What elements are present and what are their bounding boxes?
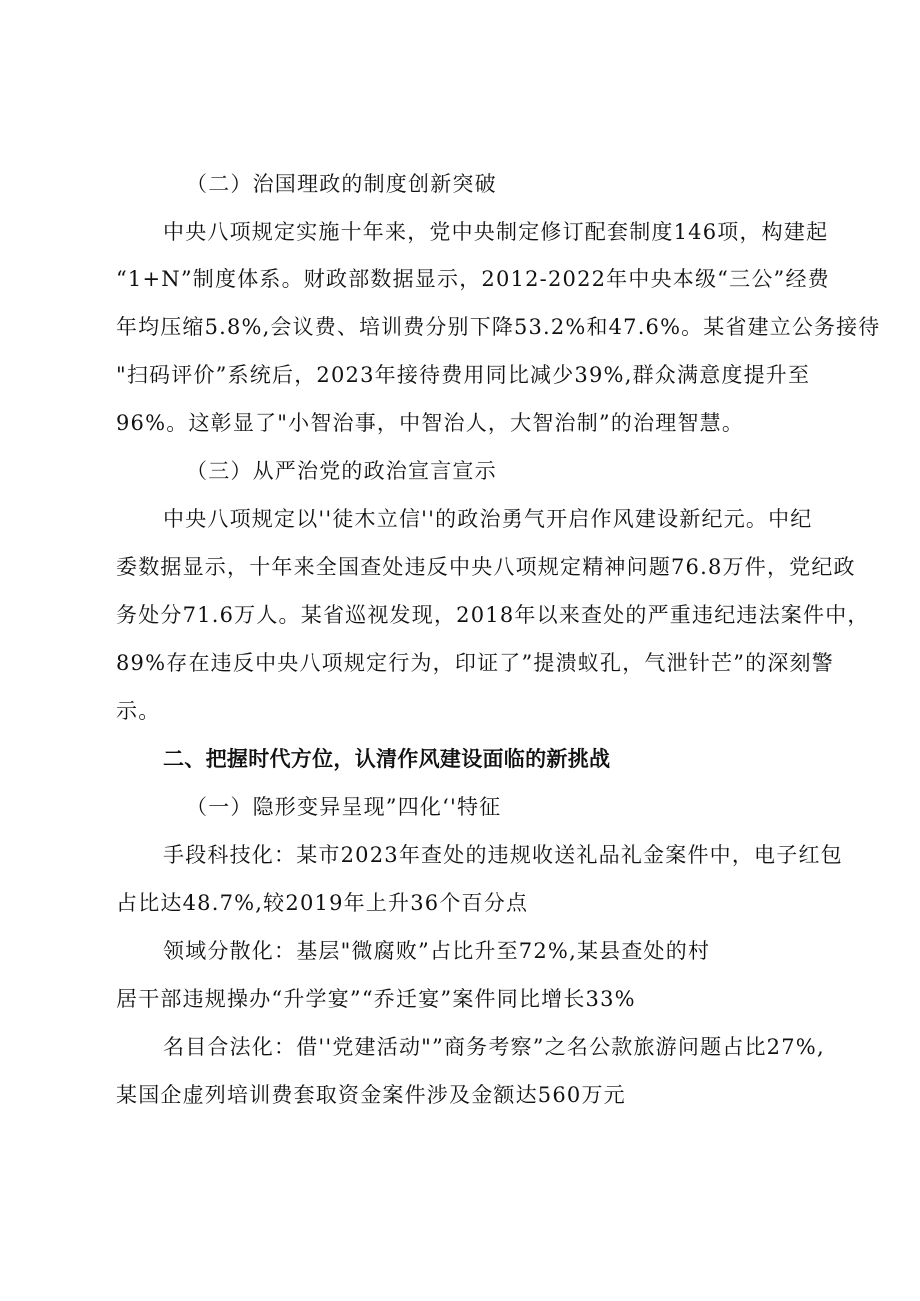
list-item-line: 名目合法化：借''党建活动"”商务考察”之名公款旅游问题占比27%,: [163, 1035, 825, 1059]
list-item-line: 领域分散化：基层"微腐败”占比升至72%,某县查处的村: [163, 939, 711, 963]
paragraph-line: "扫码评价”系统后，2023年接待费用同比减少39%,群众满意度提升至: [116, 363, 811, 387]
paragraph-line: 中央八项规定实施十年来，党中央制定修订配套制度146项，构建起: [163, 220, 829, 244]
paragraph-line: 96%。这彰显了"小智治事，中智治人，大智治制”的治理智慧。: [116, 411, 745, 435]
section-title-political-declaration: （三）从严治党的政治宣言宣示: [186, 459, 497, 483]
paragraph-line: 务处分71.6万人。某省巡视发现，2018年以来查处的严重违纪违法案件中，: [116, 603, 870, 627]
list-item-line: 居干部违规操办“升学宴”“乔迁宴”案件同比增长33%: [116, 987, 636, 1011]
paragraph-line: 89%存在违反中央八项规定行为，印证了”提溃蚁孔，气泄针芒”的深刻警: [116, 651, 834, 675]
section-title-institutional-innovation: （二）治国理政的制度创新突破: [186, 172, 497, 196]
paragraph-line: 示。: [116, 699, 161, 723]
subsection-title-four-features: （一）隐形变异呈现”四化‘'特征: [186, 795, 502, 819]
paragraph-line: “1+N”制度体系。财政部数据显示，2012-2022年中央本级“三公”经费: [116, 267, 830, 291]
paragraph-line: 年均压缩5.8%,会议费、培训费分别下降53.2%和47.6%。某省建立公务接待: [116, 315, 881, 339]
paragraph-line: 委数据显示，十年来全国查处违反中央八项规定精神问题76.8万件，党纪政: [116, 555, 856, 579]
paragraph-line: 中央八项规定以''徒木立信''的政治勇气开启作风建设新纪元。中纪: [163, 507, 813, 531]
list-item-line: 手段科技化：某市2023年查处的违规收送礼品礼金案件中，电子红包: [163, 843, 843, 867]
list-item-line: 某国企虚列培训费套取资金案件涉及金额达560万元: [116, 1083, 626, 1107]
part-heading-new-challenges: 二、把握时代方位，认清作风建设面临的新挑战: [163, 747, 611, 771]
list-item-line: 占比达48.7%,较2019年上升36个百分点: [116, 891, 529, 915]
